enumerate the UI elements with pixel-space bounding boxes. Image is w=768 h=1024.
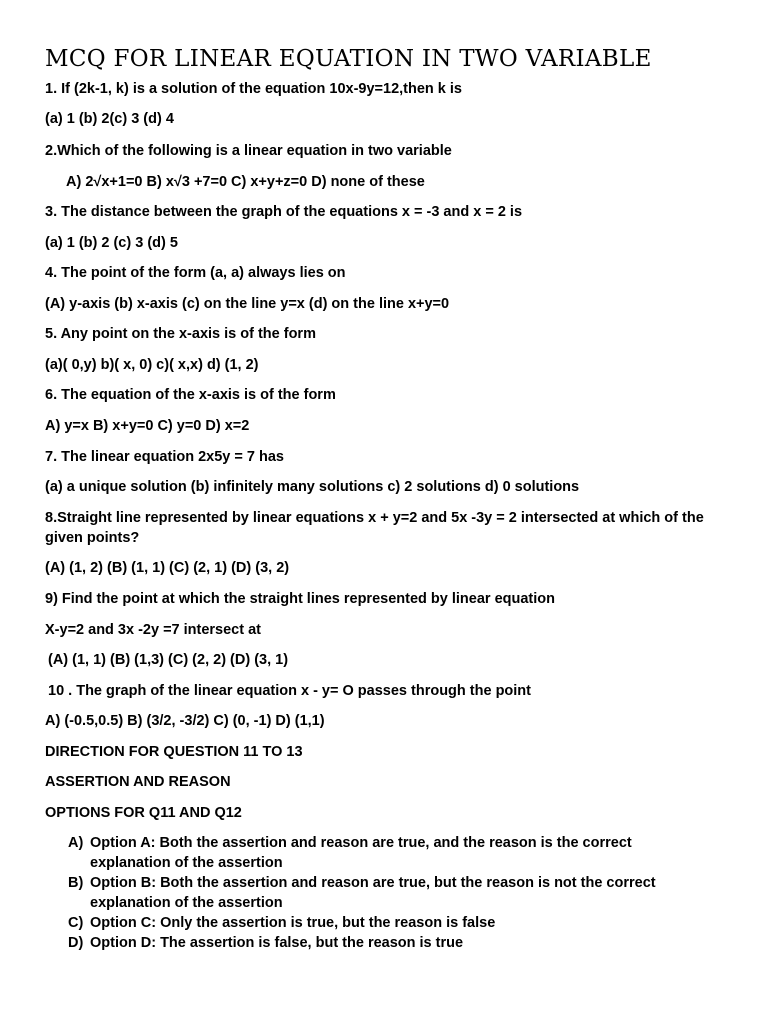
question-10: 10 . The graph of the linear equation x - y= O passes through the point bbox=[48, 683, 531, 699]
question-7-options: (a) a unique solution (b) infinitely many solutions c) 2 solutions d) 0 solutions bbox=[45, 479, 580, 495]
question-7: 7. The linear equation 2x5y = 7 has bbox=[45, 449, 284, 465]
question-8-options: (A) (1, 2) (B) (1, 1) (C) (2, 1) (D) (3, 2) bbox=[45, 560, 290, 576]
question-4: 4. The point of the form (a, a) always lies on bbox=[45, 265, 346, 281]
page-title: MCQ FOR LINEAR EQUATION IN TWO VARIABLE bbox=[45, 46, 652, 72]
assertion-options-list bbox=[68, 833, 708, 953]
question-9-options: (A) (1, 1) (B) (1,3) (C) (2, 2) (D) (3, 1) bbox=[48, 652, 289, 668]
question-4-options: (A) y-axis (b) x-axis (c) on the line y=x (d) on the line x+y=0 bbox=[45, 296, 450, 312]
question-10-options: A) (-0.5,0.5) B) (3/2, -3/2) C) (0, -1) D) (1,1) bbox=[45, 713, 325, 729]
question-9-equations: X-y=2 and 3x -2y =7 intersect at bbox=[45, 622, 261, 638]
direction-heading: DIRECTION FOR QUESTION 11 TO 13 bbox=[45, 744, 303, 760]
question-2: 2.Which of the following is a linear equation in two variable bbox=[45, 143, 452, 159]
option-text: Option D: The assertion is false, but the reason is true bbox=[90, 935, 464, 951]
question-8: 8.Straight line represented by linear equations x + y=2 and 5x -3y = 2 intersected at which of the given points? bbox=[45, 510, 704, 546]
options-heading: OPTIONS FOR Q11 AND Q12 bbox=[45, 805, 242, 821]
question-6-options: A) y=x B) x+y=0 C) y=0 D) x=2 bbox=[45, 418, 250, 434]
option-marker: A) bbox=[68, 835, 84, 851]
option-marker: B) bbox=[68, 875, 84, 891]
option-text: Option B: Both the assertion and reason are true, but the reason is not the correct explanation of the assertion bbox=[90, 875, 656, 911]
list-item bbox=[68, 873, 708, 913]
list-item bbox=[68, 913, 708, 933]
question-2-options: A) 2√x+1=0 B) x√3 +7=0 C) x+y+z=0 D) none of these bbox=[66, 174, 425, 190]
option-text: Option A: Both the assertion and reason are true, and the reason is the correct explanation of the assertion bbox=[90, 835, 632, 871]
option-marker: C) bbox=[68, 915, 84, 931]
question-9: 9) Find the point at which the straight lines represented by linear equation bbox=[45, 591, 555, 607]
question-1-options: (a) 1 (b) 2(c) 3 (d) 4 bbox=[45, 111, 174, 127]
question-3-options: (a) 1 (b) 2 (c) 3 (d) 5 bbox=[45, 235, 178, 251]
list-item bbox=[68, 933, 708, 953]
option-marker: D) bbox=[68, 935, 84, 951]
option-text: Option C: Only the assertion is true, but the reason is false bbox=[90, 915, 496, 931]
question-3: 3. The distance between the graph of the equations x = -3 and x = 2 is bbox=[45, 204, 523, 220]
question-1: 1. If (2k-1, k) is a solution of the equation 10x-9y=12,then k is bbox=[45, 81, 462, 97]
question-5: 5. Any point on the x-axis is of the form bbox=[45, 326, 316, 342]
assertion-reason-heading: ASSERTION AND REASON bbox=[45, 774, 231, 790]
list-item bbox=[68, 833, 708, 873]
question-5-options: (a)( 0,y) b)( x, 0) c)( x,x) d) (1, 2) bbox=[45, 357, 259, 373]
question-6: 6. The equation of the x-axis is of the form bbox=[45, 387, 336, 403]
